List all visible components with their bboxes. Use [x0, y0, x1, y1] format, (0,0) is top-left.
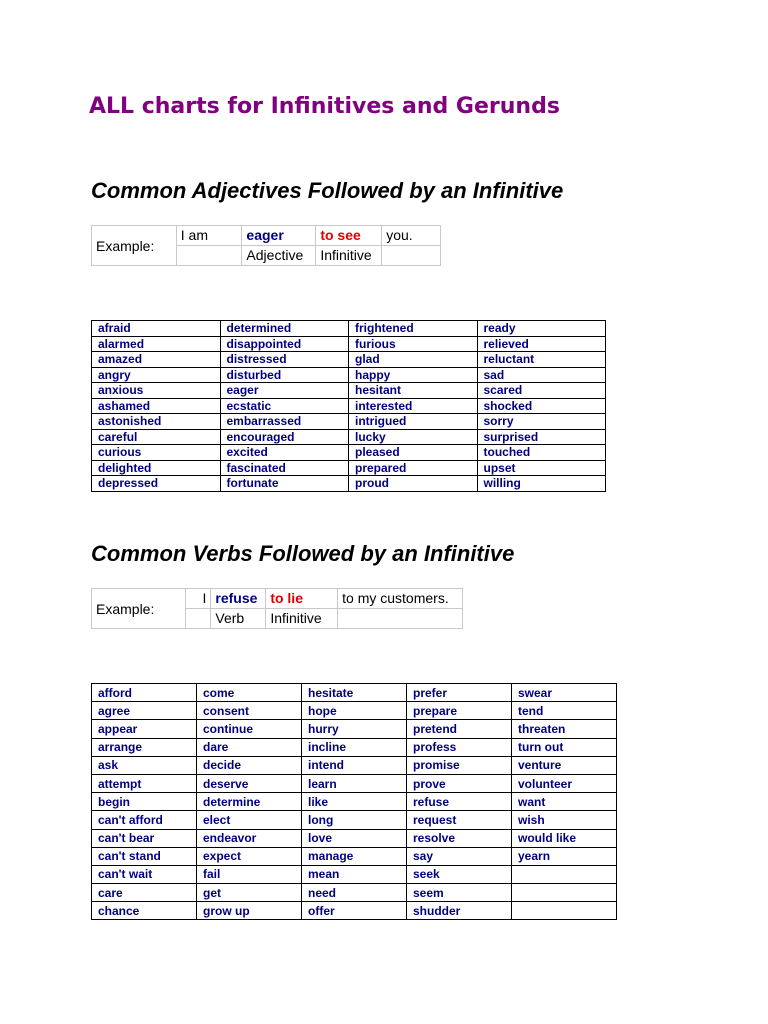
table-cell: eager [220, 383, 349, 399]
table-cell: volunteer [512, 774, 617, 792]
table-cell: dare [197, 738, 302, 756]
table-row [92, 756, 617, 774]
table-cell: afford [92, 684, 197, 702]
table-cell: request [407, 811, 512, 829]
table-row [92, 793, 617, 811]
table-cell: interested [349, 398, 478, 414]
example-cell-empty [382, 246, 441, 266]
example-subject: I am [176, 226, 242, 246]
table-row [92, 720, 617, 738]
table-cell [512, 865, 617, 883]
table-cell: pleased [349, 445, 478, 461]
table-row [92, 702, 617, 720]
table-cell: hope [302, 702, 407, 720]
table-cell: agree [92, 702, 197, 720]
table-cell: prepared [349, 460, 478, 476]
table-cell: disturbed [220, 367, 349, 383]
table-row [92, 684, 617, 702]
table-cell: appear [92, 720, 197, 738]
table-cell: refuse [407, 793, 512, 811]
table-cell: manage [302, 847, 407, 865]
example-infinitive-caption: Infinitive [266, 609, 338, 629]
table-cell: intend [302, 756, 407, 774]
verbs-table [91, 683, 617, 920]
table-cell: afraid [92, 321, 221, 337]
table-row [92, 414, 606, 430]
table-cell: reluctant [477, 352, 606, 368]
table-cell: angry [92, 367, 221, 383]
table-cell [512, 884, 617, 902]
table-cell: offer [302, 902, 407, 920]
table-cell: shudder [407, 902, 512, 920]
table-cell: embarrassed [220, 414, 349, 430]
table-row [92, 902, 617, 920]
table-cell: can't afford [92, 811, 197, 829]
table-cell: hesitant [349, 383, 478, 399]
table-cell: sorry [477, 414, 606, 430]
table-row [92, 829, 617, 847]
table-cell: prove [407, 774, 512, 792]
table-row [92, 865, 617, 883]
example-cell-empty [338, 609, 463, 629]
table-cell: expect [197, 847, 302, 865]
table-cell: ecstatic [220, 398, 349, 414]
table-cell: frightened [349, 321, 478, 337]
table-cell: consent [197, 702, 302, 720]
table-cell: disappointed [220, 336, 349, 352]
table-cell: happy [349, 367, 478, 383]
example-object: you. [382, 226, 441, 246]
table-cell: sad [477, 367, 606, 383]
table-row [92, 445, 606, 461]
table-cell: determined [220, 321, 349, 337]
table-cell: ready [477, 321, 606, 337]
table-cell: care [92, 884, 197, 902]
table-cell: ask [92, 756, 197, 774]
example-cell-empty [185, 609, 211, 629]
table-cell: learn [302, 774, 407, 792]
example-adjective-caption: Adjective [242, 246, 316, 266]
table-cell: tend [512, 702, 617, 720]
example-table-adjectives [91, 225, 441, 266]
page-title: ALL charts for Infinitives and Gerunds [89, 94, 560, 119]
table-cell: astonished [92, 414, 221, 430]
example-verb-caption: Verb [211, 609, 266, 629]
table-row [92, 367, 606, 383]
table-cell: profess [407, 738, 512, 756]
table-cell: seem [407, 884, 512, 902]
table-cell: ashamed [92, 398, 221, 414]
table-cell: grow up [197, 902, 302, 920]
table-cell: begin [92, 793, 197, 811]
table-cell: long [302, 811, 407, 829]
table-cell: determine [197, 793, 302, 811]
table-row [92, 398, 606, 414]
table-cell: can't bear [92, 829, 197, 847]
table-cell: incline [302, 738, 407, 756]
example-infinitive-caption: Infinitive [316, 246, 382, 266]
table-cell: need [302, 884, 407, 902]
table-cell: shocked [477, 398, 606, 414]
table-cell: delighted [92, 460, 221, 476]
table-row [92, 352, 606, 368]
table-row [92, 321, 606, 337]
section-heading-verbs: Common Verbs Followed by an Infinitive [91, 541, 515, 566]
section-heading-adjectives: Common Adjectives Followed by an Infinitive [91, 178, 564, 203]
table-row [92, 738, 617, 756]
table-row [92, 429, 606, 445]
table-cell: can't wait [92, 865, 197, 883]
table-cell: come [197, 684, 302, 702]
table-cell: alarmed [92, 336, 221, 352]
table-cell: excited [220, 445, 349, 461]
table-cell: promise [407, 756, 512, 774]
table-cell: attempt [92, 774, 197, 792]
table-cell: willing [477, 476, 606, 492]
table-cell: furious [349, 336, 478, 352]
table-cell: resolve [407, 829, 512, 847]
example-infinitive: to see [316, 226, 382, 246]
table-cell: threaten [512, 720, 617, 738]
table-cell: fail [197, 865, 302, 883]
table-cell: scared [477, 383, 606, 399]
example-adjective: eager [242, 226, 316, 246]
table-cell: distressed [220, 352, 349, 368]
example-label: Example: [92, 589, 186, 629]
table-cell: curious [92, 445, 221, 461]
table-cell: fortunate [220, 476, 349, 492]
table-cell: hesitate [302, 684, 407, 702]
table-cell: prefer [407, 684, 512, 702]
table-cell: glad [349, 352, 478, 368]
table-row [92, 884, 617, 902]
example-verb: refuse [211, 589, 266, 609]
table-cell: endeavor [197, 829, 302, 847]
table-cell: encouraged [220, 429, 349, 445]
table-cell: intrigued [349, 414, 478, 430]
example-table-verbs [91, 588, 463, 629]
table-cell: can't stand [92, 847, 197, 865]
example-cell-empty [176, 246, 242, 266]
table-row [92, 383, 606, 399]
table-row [92, 336, 606, 352]
table-cell: like [302, 793, 407, 811]
table-cell: seek [407, 865, 512, 883]
table-cell: mean [302, 865, 407, 883]
table-cell: turn out [512, 738, 617, 756]
table-cell: relieved [477, 336, 606, 352]
table-row [92, 476, 606, 492]
table-cell: yearn [512, 847, 617, 865]
table-cell: decide [197, 756, 302, 774]
table-cell: depressed [92, 476, 221, 492]
table-cell: prepare [407, 702, 512, 720]
table-cell: get [197, 884, 302, 902]
table-row [92, 847, 617, 865]
table-row [92, 460, 606, 476]
table-cell: arrange [92, 738, 197, 756]
table-cell: anxious [92, 383, 221, 399]
example-object: to my customers. [338, 589, 463, 609]
example-subject: I [185, 589, 211, 609]
example-infinitive: to lie [266, 589, 338, 609]
table-cell [512, 902, 617, 920]
table-cell: lucky [349, 429, 478, 445]
table-cell: deserve [197, 774, 302, 792]
table-cell: hurry [302, 720, 407, 738]
table-cell: venture [512, 756, 617, 774]
table-cell: love [302, 829, 407, 847]
adjectives-table [91, 320, 606, 492]
table-cell: swear [512, 684, 617, 702]
table-cell: careful [92, 429, 221, 445]
table-cell: proud [349, 476, 478, 492]
table-cell: want [512, 793, 617, 811]
table-cell: pretend [407, 720, 512, 738]
table-cell: would like [512, 829, 617, 847]
example-label: Example: [92, 226, 177, 266]
table-row [92, 811, 617, 829]
table-row [92, 774, 617, 792]
table-cell: upset [477, 460, 606, 476]
table-cell: amazed [92, 352, 221, 368]
table-cell: chance [92, 902, 197, 920]
table-cell: fascinated [220, 460, 349, 476]
table-cell: say [407, 847, 512, 865]
table-cell: surprised [477, 429, 606, 445]
table-cell: wish [512, 811, 617, 829]
table-cell: continue [197, 720, 302, 738]
table-cell: elect [197, 811, 302, 829]
table-cell: touched [477, 445, 606, 461]
